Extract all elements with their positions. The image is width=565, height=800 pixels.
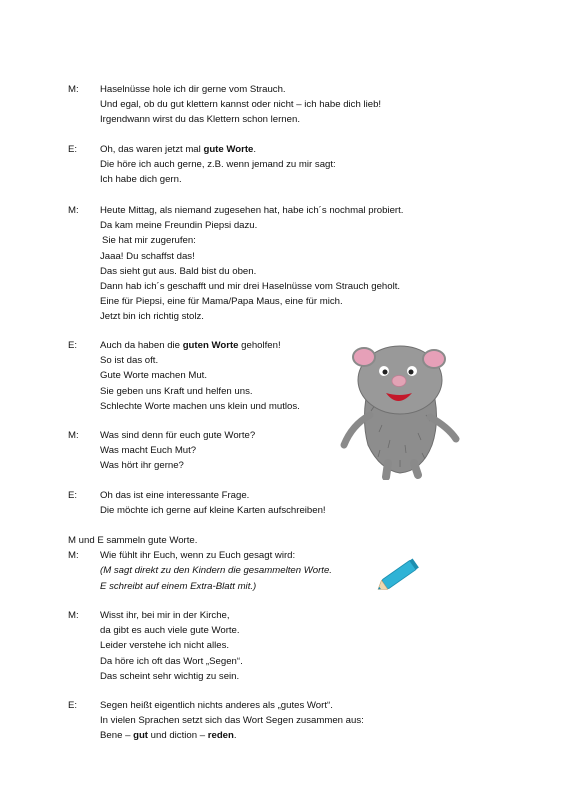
line-text: Was hört ihr gerne? <box>100 460 184 472</box>
pencil-icon <box>372 554 424 598</box>
line-text: Da höre ich oft das Wort „Segen“. <box>100 655 243 667</box>
bold-phrase: reden <box>207 730 234 742</box>
line-text: Sie hat mir zugerufen: <box>102 235 196 247</box>
speaker-label: M: <box>68 205 79 216</box>
line-text: Das scheint sehr wichtig zu sein. <box>100 670 240 682</box>
line-text: Was macht Euch Mut? <box>100 445 197 457</box>
line-text: Was sind denn für euch gute Worte? <box>100 430 256 441</box>
line-text: Segen heißt eigentlich nichts anderes als „gutes Wort“. <box>100 700 333 711</box>
bold-phrase: guten Worte <box>182 340 239 351</box>
line-text: Die höre ich auch gerne, z.B. wenn jemand zu mir sagt: <box>100 159 336 171</box>
line-text: Da kam meine Freundin Piepsi dazu. <box>100 220 258 232</box>
speaker-label: M: <box>68 550 79 562</box>
line-text: Oh, das waren jetzt mal gute Worte. <box>100 144 257 155</box>
mouse-puppet-icon <box>330 335 470 480</box>
line-text: Eine für Piepsi, eine für Mama/Papa Maus, eine für mich. <box>100 296 343 308</box>
speaker-label: M: <box>68 84 79 95</box>
line-text: Schlechte Worte machen uns klein und mutlos. <box>100 400 300 412</box>
line-text: So ist das oft. <box>100 355 159 367</box>
line-text: Jetzt bin ich richtig stolz. <box>100 311 204 323</box>
speaker-label: M: <box>68 610 79 621</box>
line-text: Irgendwann wirst du das Klettern schon lernen. <box>100 114 300 126</box>
line-text: In vielen Sprachen setzt sich das Wort Segen zusammen aus: <box>100 715 364 727</box>
line-text: Gute Worte machen Mut. <box>100 370 207 382</box>
document-page: M: Haselnüsse hole ich dir gerne vom Strauch. Und egal, ob du gut klettern kannst oder nicht – ich habe dich lieb! Irgendwann wirst du das Klettern schon lernen. E: Oh, das waren jetzt mal gute Worte. Die höre ich auch gerne, z.B. wenn jemand zu mir sagt: Ich habe dich gern. M: Heute Mittag, als niemand zugesehen hat, habe ich´s nochmal probiert. Da kam meine Freundin Piepsi dazu. Sie hat mir zugerufen: Jaaa! Du schaffst das! Das sieht gut aus. Bald bist du oben. Dann hab ich´s geschafft und mir drei Haselnüsse vom Strauch geholt. Eine für Piepsi, eine für Mama/Papa Maus, eine für mich. Jetzt bin ich richtig stolz. E: Auch da haben die guten Worte geholfen! So ist das oft. Gute Worte machen Mut. Sie geben uns Kraft und helfen uns. Schlechte Worte machen uns klein und mutlos. M: Was sind denn für euch gute Worte? Was macht Euch Mut? Was hört ihr gerne? E: Oh das ist eine interessante Frage. Die möchte ich gerne auf kleine Karten aufschreiben! M und E sammeln gute Worte. M: Wie fühlt ihr Euch, wenn zu Euch gesagt wird: (M sagt direkt zu den Kindern die gesammelten Worte. E schreibt auf einem Extra-Blatt mit.) M: Wisst ihr, bei mir in der Kirche, da gibt es auch viele gute Worte. Leider verstehe ich nicht alles. Da höre ich oft das Wort „Segen“. Das scheint sehr wichtig zu sein. E: Segen heißt eigentlich nichts anderes als „gutes Wort“. In vielen Sprachen setzt sich das Wort Segen zusammen aus: Bene – gut und diction – reden. <box>0 0 565 800</box>
line-text: Sie geben uns Kraft und helfen uns. <box>100 385 253 397</box>
stage-note: E schreibt auf einem Extra-Blatt mit.) <box>100 580 257 592</box>
line-text: Heute Mittag, als niemand zugesehen hat, habe ich´s nochmal probiert. <box>100 205 404 216</box>
speaker-label: M: <box>68 430 79 441</box>
line-text: Das sieht gut aus. Bald bist du oben. <box>100 265 257 277</box>
line-text: Die möchte ich gerne auf kleine Karten aufschreiben! <box>100 505 326 517</box>
speaker-label: E: <box>68 700 78 711</box>
speaker-label: E: <box>68 490 78 501</box>
line-text: Und egal, ob du gut klettern kannst oder nicht – ich habe dich lieb! <box>100 99 382 111</box>
line-text: Oh das ist eine interessante Frage. <box>100 490 250 501</box>
line-text: Haselnüsse hole ich dir gerne vom Strauch. <box>100 84 286 95</box>
line-text: Bene – gut und diction – reden. <box>100 730 237 742</box>
bold-phrase: gut <box>133 730 148 742</box>
line-text: Dann hab ich´s geschafft und mir drei Haselnüsse vom Strauch geholt. <box>100 280 401 292</box>
line-text: Ich habe dich gern. <box>100 174 182 186</box>
line-text: Auch da haben die guten Worte geholfen! <box>100 340 281 351</box>
speaker-label: E: <box>68 144 78 155</box>
line-text: Leider verstehe ich nicht alles. <box>100 640 230 652</box>
line-text: Jaaa! Du schaffst das! <box>100 250 195 262</box>
bold-phrase: gute Worte <box>203 144 254 155</box>
line-text: Wisst ihr, bei mir in der Kirche, <box>100 610 230 621</box>
speaker-label: E: <box>68 340 78 351</box>
line-text: Wie fühlt ihr Euch, wenn zu Euch gesagt wird: <box>100 550 296 562</box>
stage-note: (M sagt direkt zu den Kindern die gesammelten Worte. <box>100 565 332 577</box>
line-text: da gibt es auch viele gute Worte. <box>100 625 240 637</box>
